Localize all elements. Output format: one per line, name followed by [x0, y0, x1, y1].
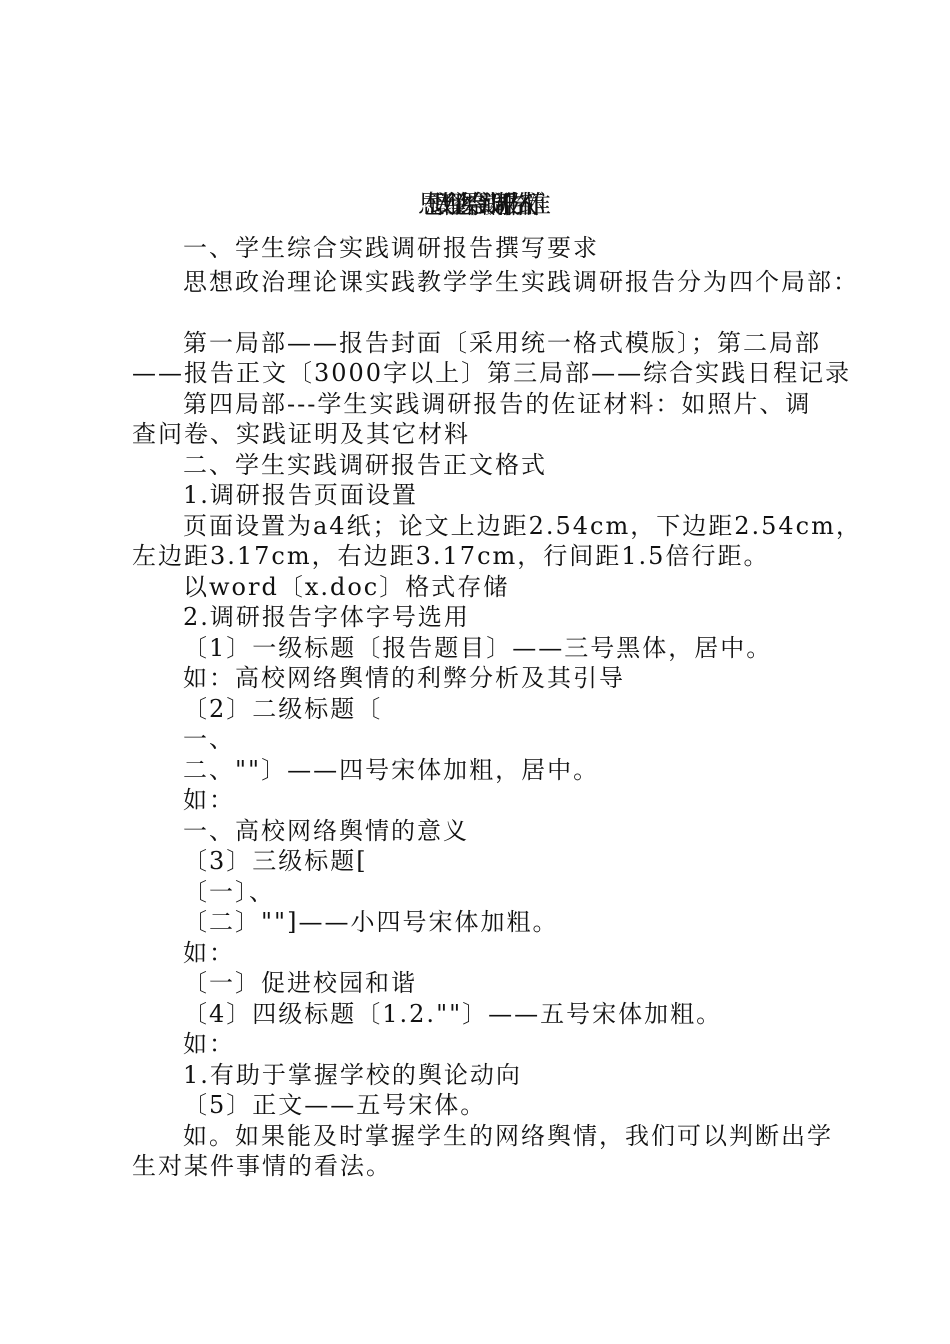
paragraph-line: 第四局部---学生实践调研报告的佐证材料：如照片、调	[183, 390, 812, 418]
document-title: 思想政治理论课综合实践调研报告格式标准	[417, 190, 532, 219]
paragraph-line: 如。如果能及时掌握学生的网络舆情，我们可以判断出学	[183, 1122, 833, 1150]
paragraph-line: 查问卷、实践证明及其它材料	[132, 420, 470, 448]
paragraph-line: 一、	[183, 725, 235, 753]
paragraph-line: 〔一〕、	[183, 878, 275, 906]
paragraph-line: 〔1〕一级标题〔报告题目〕——三号黑体，居中。	[183, 634, 773, 662]
paragraph-line: ——报告正文〔3000字以上〕第三局部——综合实践日程记录	[132, 359, 852, 387]
paragraph-line: 左边距3.17cm，右边距3.17cm，行间距1.5倍行距。	[132, 542, 770, 570]
paragraph-line: 页面设置为a4纸；论文上边距2.54cm，下边距2.54cm，	[183, 512, 862, 540]
subsection-heading: 2.调研报告字体字号选用	[183, 603, 470, 631]
paragraph-line: 一、高校网络舆情的意义	[183, 817, 469, 845]
section-heading-1: 一、学生综合实践调研报告撰写要求	[183, 234, 599, 262]
paragraph-line: 1.有助于掌握学校的舆论动向	[183, 1061, 522, 1089]
paragraph-line: 生对某件事情的看法。	[132, 1152, 392, 1180]
paragraph-line: 如：	[183, 939, 235, 967]
paragraph-line: 第一局部——报告封面〔采用统一格式模版〕；第二局部	[183, 329, 821, 357]
paragraph-line: 如：	[183, 786, 235, 814]
paragraph-line: 〔5〕正文——五号宋体。	[183, 1091, 487, 1119]
paragraph-line: 〔一〕促进校园和谐	[183, 969, 417, 997]
paragraph-line: 〔3〕三级标题[	[183, 847, 368, 875]
paragraph-line: 如：	[183, 1030, 235, 1058]
paragraph-line: 如：高校网络舆情的利弊分析及其引导	[183, 664, 625, 692]
paragraph-line: 以word〔x.doc〕格式存储	[183, 573, 510, 601]
section-heading-2: 二、学生实践调研报告正文格式	[183, 451, 547, 479]
paragraph-line: 〔4〕四级标题〔1.2.""〕——五号宋体加粗。	[183, 1000, 723, 1028]
paragraph-line: 〔2〕二级标题〔	[183, 695, 383, 723]
paragraph-line: 思想政治理论课实践教学学生实践调研报告分为四个局部：	[183, 268, 859, 296]
subsection-heading: 1.调研报告页面设置	[183, 481, 418, 509]
paragraph-line: 二、""〕——四号宋体加粗，居中。	[183, 756, 600, 784]
paragraph-line: 〔二〕""]——小四号宋体加粗。	[183, 908, 559, 936]
